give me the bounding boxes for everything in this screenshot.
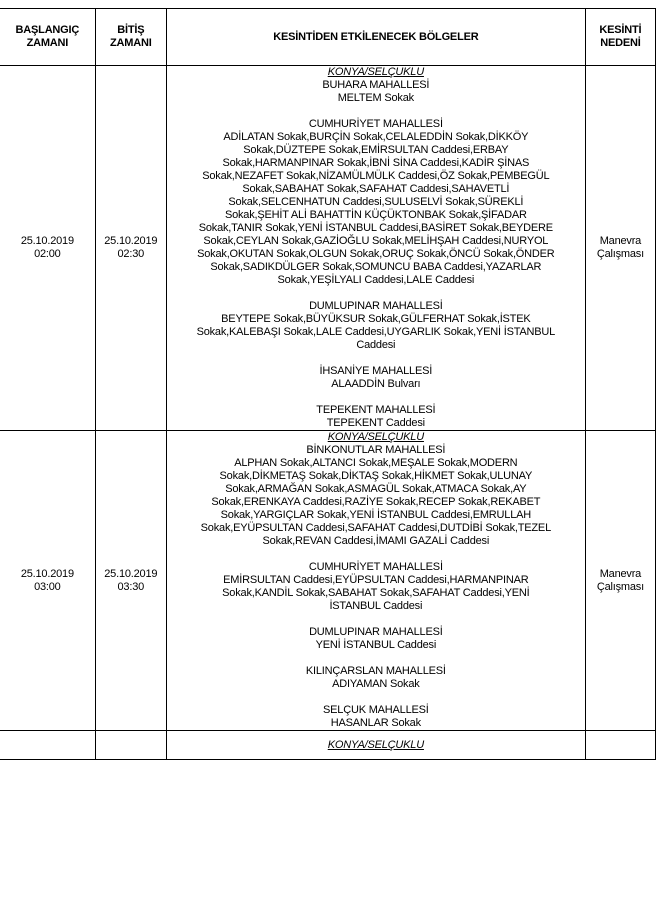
street-list-line: Sokak,SELCENHATUN Caddesi,SULUSELVİ Sokak,SÜREKLİ [228,196,524,208]
street-list-line: MELTEM Sokak [337,92,414,104]
reason-cell: Manevra Çalışması [585,431,655,731]
street-list-line: Sokak,TANIR Sokak,YENİ İSTANBUL Caddesi,BASİRET Sokak,BEYDERE [198,222,553,234]
street-list-line: Sokak,KALEBAŞI Sokak,LALE Caddesi,UYGARLIK Sokak,YENİ İSTANBUL [196,326,556,338]
table-row [0,731,656,760]
street-list-line: Sokak,ERENKAYA Caddesi,RAZİYE Sokak,RECEP Sokak,REKABET [211,496,541,508]
neighborhood-name: DUMLUPINAR MAHALLESİ [309,300,443,312]
street-list-line: Sokak,REVAN Caddesi,İMAMI GAZALİ Caddesi [262,535,490,547]
street-list-line: ALAADDİN Bulvarı [331,378,421,390]
start-time-cell: 25.10.2019 02:00 [0,66,95,431]
neighborhood-name: CUMHURİYET MAHALLESİ [308,118,443,130]
street-list-line: Sokak,OKUTAN Sokak,OLGUN Sokak,ORUÇ Sokak,ÖNCÜ Sokak,ÖNDER [197,248,555,260]
street-list-line: Sokak,YARGIÇLAR Sokak,YENİ İSTANBUL Caddesi,EMRULLAH [220,509,531,521]
neighborhood-name: BİNKONUTLAR MAHALLESİ [306,444,446,456]
street-list-line: İSTANBUL Caddesi [329,600,423,612]
street-list-line: Sokak,ARMAĞAN Sokak,ASMAGÜL Sokak,ATMACA Sokak,AY [225,483,527,495]
neighborhood-name: KILINÇARSLAN MAHALLESİ [305,665,446,677]
street-list-line: Sokak,SADIKDÜLGER Sokak,SOMUNCU BABA Caddesi,YAZARLAR [210,261,542,273]
neighborhood-name: DUMLUPINAR MAHALLESİ [309,626,443,638]
city-district: KONYA/SELÇUKLU [327,431,424,443]
street-list-line: EMİRSULTAN Caddesi,EYÜPSULTAN Caddesi,HARMANPINAR [223,574,529,586]
neighborhood-block [167,365,585,391]
street-list-line: ALPHAN Sokak,ALTANCI Sokak,MEŞALE Sokak,MODERN [234,457,518,469]
neighborhood-block [167,444,585,548]
city-district: KONYA/SELÇUKLU [327,66,424,78]
street-list-line: ADIYAMAN Sokak [332,678,420,690]
neighborhood-block [167,626,585,652]
street-list-line: TEPEKENT Caddesi [326,417,425,429]
affected-regions-cell [166,431,585,731]
reason-cell: Manevra Çalışması [585,66,655,431]
city-district: KONYA/SELÇUKLU [327,738,424,751]
end-time-cell [95,731,166,760]
street-list-line: ADİLATAN Sokak,BURÇİN Sokak,CELALEDDİN Sokak,DİKKÖY [223,131,529,143]
end-time-cell: 25.10.2019 02:30 [95,66,166,431]
neighborhood-name: CUMHURİYET MAHALLESİ [308,561,443,573]
header-row [0,9,656,66]
neighborhood-block [167,404,585,430]
street-list-line: Sokak,DİKMETAŞ Sokak,DİKTAŞ Sokak,HİKMET Sokak,ULUNAY [219,470,533,482]
neighborhood-block [167,704,585,730]
affected-regions-cell [166,731,585,760]
reason-cell [585,731,655,760]
street-list-line: BEYTEPE Sokak,BÜYÜKSUR Sokak,GÜLFERHAT Sokak,İSTEK [221,313,531,325]
street-list-line: Sokak,SABAHAT Sokak,SAFAHAT Caddesi,SAHAVETLİ [242,183,510,195]
street-list-line: Sokak,NEZAFET Sokak,NİZAMÜLMÜLK Caddesi,ÖZ Sokak,PEMBEGÜL [202,170,550,182]
start-time-cell: 25.10.2019 03:00 [0,431,95,731]
street-list-line: Sokak,HARMANPINAR Sokak,İBNİ SİNA Caddesi,KADİR ŞİNAS [222,157,530,169]
table-row [0,66,656,431]
table-row [0,431,656,731]
street-list-line: Sokak,ŞEHİT ALİ BAHATTİN KÜÇÜKTONBAK Sokak,ŞİFADAR [224,209,527,221]
end-time-cell: 25.10.2019 03:30 [95,431,166,731]
header-start-time: BAŞLANGIÇ ZAMANI [0,9,95,66]
outage-table [0,8,656,760]
street-list-line: Sokak,CEYLAN Sokak,GAZİOĞLU Sokak,MELİHŞAH Caddesi,NURYOL [203,235,549,247]
neighborhood-block [167,79,585,105]
street-list-line: YENİ İSTANBUL Caddesi [315,639,437,651]
neighborhood-block [167,300,585,352]
neighborhood-block [167,561,585,613]
header-end-time: BİTİŞ ZAMANI [95,9,166,66]
street-list-line: Sokak,DÜZTEPE Sokak,EMİRSULTAN Caddesi,ERBAY [243,144,509,156]
start-time-cell [0,731,95,760]
neighborhood-block [167,665,585,691]
neighborhood-block [167,118,585,287]
header-reason: KESİNTİ NEDENİ [585,9,655,66]
neighborhood-name: TEPEKENT MAHALLESİ [316,404,436,416]
street-list-line: Sokak,KANDİL Sokak,SABAHAT Sokak,SAFAHAT Caddesi,YENİ [222,587,530,599]
street-list-line: Caddesi [356,339,396,351]
street-list-line: Sokak,YEŞİLYALI Caddesi,LALE Caddesi [277,274,475,286]
neighborhood-name: BUHARA MAHALLESİ [322,79,430,91]
affected-regions-cell [166,66,585,431]
header-affected-regions: KESİNTİDEN ETKİLENECEK BÖLGELER [166,9,585,66]
neighborhood-name: İHSANİYE MAHALLESİ [319,365,433,377]
neighborhood-name: SELÇUK MAHALLESİ [323,704,429,716]
street-list-line: HASANLAR Sokak [330,717,421,729]
street-list-line: Sokak,EYÜPSULTAN Caddesi,SAFAHAT Caddesi,DUTDİBİ Sokak,TEZEL [200,522,551,534]
